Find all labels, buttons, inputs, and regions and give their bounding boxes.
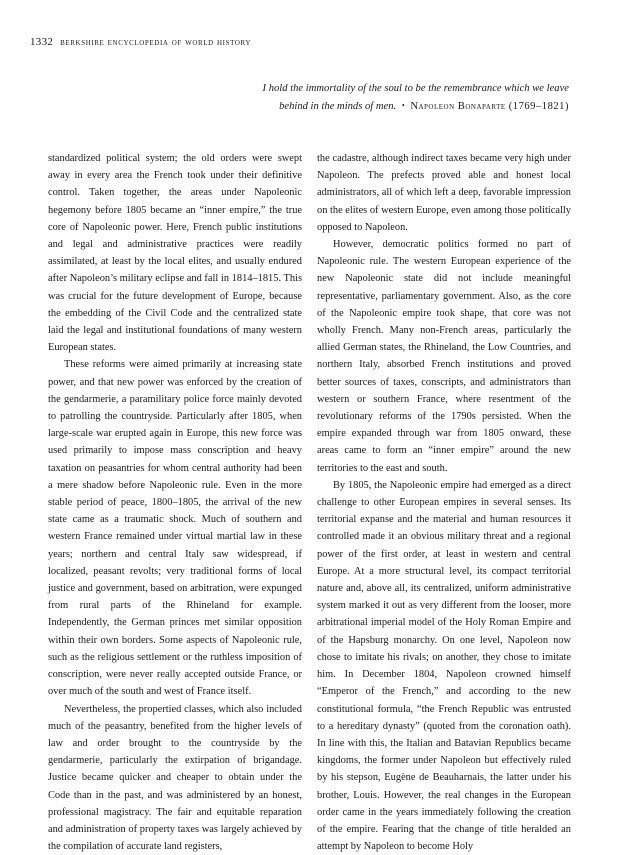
bullet-separator: • xyxy=(402,101,405,110)
epigraph xyxy=(239,80,569,115)
paragraph: These reforms were aimed primarily at increasing state power, and that new power was enforced by the creation of the gendarmerie, a paramilitary police force mainly devoted to patrolling the countryside. Particularly after 1805, when large-scale war erupted again in Europe, this new force was used primarily to impose mass conscription and heavy taxation on peasantries for whom central authority had been a mere shadow before Napoleonic rule. Even in the more stable period of peace, 1800–1805, the arrival of the new state came as a traumatic shock. Much of southern and western France remained under virtual martial law in these years; northern and central Italy saw widespread, if localized, peasant revolts; very traditional forms of local justice and government, based on arbitration, were expunged from rural parts of the Rhineland for example. Independently, the German princes met similar opposition within their own borders. Some aspects of Napoleonic rule, such as the religious settlement or the ruthless imposition of conscription, were never really accepted outside France, or over much of the south and west of France itself. xyxy=(48,356,302,700)
right-column xyxy=(317,150,571,855)
paragraph: However, democratic politics formed no part of Napoleonic rule. The western European experience of the new Napoleonic state did not include meaningful representative, parliamentary government. Also, as the core of the Napoleonic empire took shape, that core was not wholly French. Many non-French areas, particularly the allied German states, the Rhineland, the Low Countries, and northern Italy, absorbed French institutions and proved better sources of taxes, conscripts, and administrators than western or southern France, where resentment of the revolutionary reforms of the 1790s persisted. When the empire expanded through war from 1805 onward, these areas came to form an “inner empire” around the new territories to the east and south. xyxy=(317,236,571,477)
publication-title: berkshire encyclopedia of world history xyxy=(60,37,251,48)
epigraph-quote: I hold the immortality of the soul to be the remembrance which we leave behind in the minds of men. xyxy=(263,83,569,112)
page-number: 1332 xyxy=(30,36,53,48)
paragraph: the cadastre, although indirect taxes became very high under Napoleon. The prefects proved able and honest local administrators, all of which left a deep, favorable impression on the elites of western Europe, even among those politically opposed to Napoleon. xyxy=(317,150,571,236)
left-column xyxy=(48,150,302,855)
running-head xyxy=(30,36,251,48)
epigraph-attribution: Napoleon Bonaparte (1769–1821) xyxy=(410,101,569,112)
paragraph: By 1805, the Napoleonic empire had emerged as a direct challenge to other European empires in several senses. Its territorial expanse and the material and human resources it controlled made it an obvious military threat and a regional power of the first order, at least in western and central Europe. At a more structural level, its compact territorial nature and, above all, its centralized, uniform administrative system marked it out as very different from the looser, more arbitrational imperial model of the Holy Roman Empire and of the Hapsburg monarchy. On one level, Napoleon now chose to imitate his rivals; on another, they chose to imitate him. In December 1804, Napoleon crowned himself “Emperor of the French,” and according to the new constitutional formula, “the French Republic was entrusted to a hereditary dynasty” (quoted from the coronation oath). In line with this, the Italian and Batavian Republics became kingdoms, the former under Napoleon but effectively ruled by his stepson, Eugène de Beauharnais, the latter under his brother, Louis. However, the real changes in the European order came in the years immediately following the creation of the empire. Fearing that the change of title heralded an attempt by Napoleon to become Holy xyxy=(317,477,571,855)
paragraph: Nevertheless, the propertied classes, which also included much of the peasantry, benefited from the higher levels of law and order brought to the countryside by the gendarmerie, particularly the extirpation of brigandage. Justice became quicker and cheaper to obtain under the Code than in the past, and was administered by an honest, professional magistracy. The fair and equitable reparation and administration of property taxes was largely achieved by the compilation of accurate land registers, xyxy=(48,701,302,855)
paragraph: standardized political system; the old orders were swept away in every area the French took under their definitive control. Taken together, the areas under Napoleonic hegemony before 1805 became an “inner empire,” the true core of Napoleonic power. Here, French public institutions and legal and administrative practices were readily assimilated, at least by the local elites, and usually endured after Napoleon’s military eclipse and fall in 1814–1815. This was crucial for the future development of Europe, because the embedding of the Civil Code and the centralized state laid the legal and institutional foundations of many western European states. xyxy=(48,150,302,356)
